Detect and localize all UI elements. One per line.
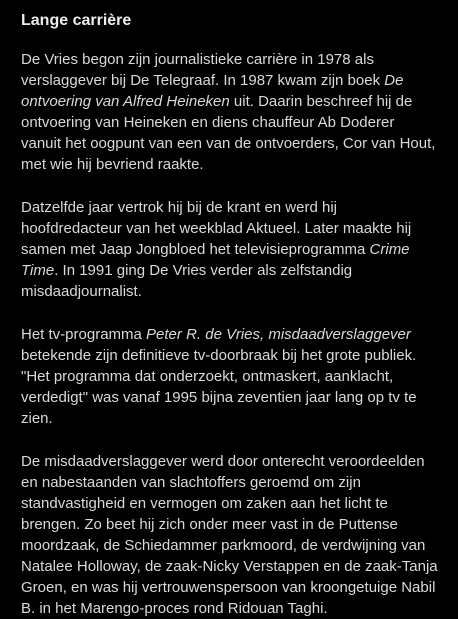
paragraph-3-text-1: Het tv-programma	[21, 326, 147, 343]
paragraph-2-text-1: Datzelfde jaar vertrok hij bij de krant en werd hij hoofdredacteur van het weekblad Aktueel. Later maakte hij samen met Jaap Jongbloed het televisieprogramma	[21, 199, 412, 258]
program-title-crime-time: Crime Time	[21, 241, 410, 279]
book-title: De ontvoering van Alfred Heineken	[21, 72, 404, 110]
paragraph-2-text-2: . In 1991 ging De Vries verder als zelfstandig misdaadjournalist.	[21, 262, 353, 300]
paragraph-4-text-1: De misdaadverslaggever werd door onterecht veroordeelden en nabestaanden van slachtoffers geroemd om zijn standvastigheid en vermogen om zaken aan het licht te brengen. Zo beet hij zich onder meer vast in de Puttense moordzaak, de Schiedammer parkmoord, de verdwijning van Natalee Holloway, de zaak-Nicky Verstappen en de zaak-Tanja Groen, en was hij vertrouwenspersoon van kroongetuige Nabil B. in het Marengo-proces rond Ridouan Taghi.	[21, 453, 438, 617]
paragraph-4	[21, 451, 438, 619]
program-title-misdaadverslaggever: Peter R. de Vries, misdaadverslaggever	[146, 326, 411, 343]
section-heading: Lange carrière	[21, 12, 132, 29]
paragraph-1-text-2: uit. Daarin beschreef hij de ontvoering van Heineken en diens chauffeur Ab Doderer vanuit het oogpunt van een van de ontvoerders, Cor van Hout, met wie hij bevriend raakte.	[21, 93, 436, 173]
paragraph-1	[21, 49, 438, 175]
paragraph-1-text-1: De Vries begon zijn journalistieke carrière in 1978 als verslaggever bij De Telegraaf. In 1987 kwam zijn boek	[21, 51, 385, 89]
paragraph-3	[21, 324, 438, 429]
paragraph-3-text-2: betekende zijn definitieve tv-doorbraak bij het grote publiek. "Het programma dat onderzoekt, ontmaskert, aanklacht, verdedigt" was vanaf 1995 bijna zeventien jaar lang op tv te zien.	[21, 347, 417, 427]
paragraph-2	[21, 197, 438, 302]
